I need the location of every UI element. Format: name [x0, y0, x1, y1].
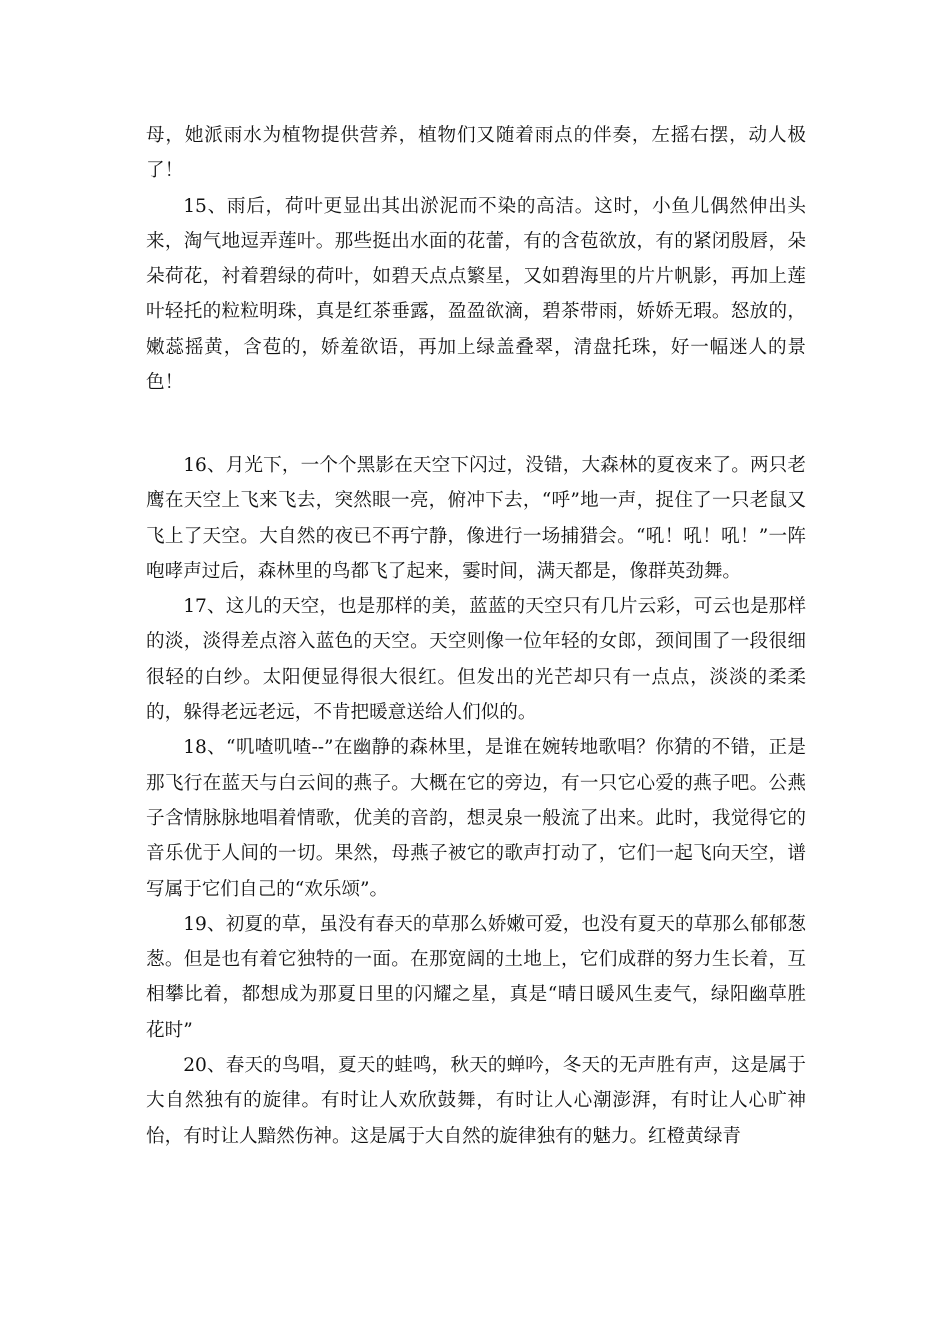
paragraph-20: 20、春天的鸟唱，夏天的蛙鸣，秋天的蝉吟，冬天的无声胜有声，这是属于大自然独有的旋律。有时让人欢欣鼓舞，有时让人心潮澎湃，有时让人心旷神怡，有时让人黯然伤神。这是属于大自然的旋律独有的魅力。红橙黄绿青: [146, 1055, 806, 1147]
paragraph-17: 17、这儿的天空，也是那样的美，蓝蓝的天空只有几片云彩，可云也是那样的淡，淡得差点溶入蓝色的天空。天空则像一位年轻的女郎，颈间围了一段很细很轻的白纱。太阳便显得很大很红。但发出的光芒却只有一点点，淡淡的柔柔的，躲得老远老远，不肯把暖意送给人们似的。: [146, 596, 806, 724]
text-section-bottom: [146, 448, 806, 1154]
paragraph-16: 16、月光下，一个个黑影在天空下闪过，没错，大森林的夏夜来了。两只老鹰在天空上飞来飞去，突然眼一亮，俯冲下去，“呼”地一声，捉住了一只老鼠又飞上了天空。大自然的夜已不再宁静，像进行一场捕猎会。“吼！吼！吼！”一阵咆哮声过后，森林里的鸟都飞了起来，霎时间，满天都是，像群英劲舞。: [146, 455, 806, 582]
text-section-top: [146, 118, 806, 400]
paragraph-14-continuation: 母，她派雨水为植物提供营养，植物们又随着雨点的伴奏，左摇右摆，动人极了！: [146, 125, 806, 182]
paragraph-18: 18、“叽喳叽喳--”在幽静的森林里，是谁在婉转地歌唱？你猜的不错，正是那飞行在蓝天与白云间的燕子。大概在它的旁边，有一只它心爱的燕子吧。公燕子含情脉脉地唱着情歌，优美的音韵，想灵泉一般流了出来。此时，我觉得它的音乐优于人间的一切。果然，母燕子被它的歌声打动了，它们一起飞向天空，谱写属于它们自己的“欢乐颂”。: [146, 737, 806, 900]
paragraph-19: 19、初夏的草，虽没有春天的草那么娇嫩可爱，也没有夏天的草那么郁郁葱葱。但是也有着它独特的一面。在那宽阔的土地上，它们成群的努力生长着，互相攀比着，都想成为那夏日里的闪耀之星，真是“晴日暖风生麦气，绿阳幽草胜花时”: [146, 913, 806, 1041]
paragraph-15: 15、雨后，荷叶更显出其出淤泥而不染的高洁。这时，小鱼儿偶然伸出头来，淘气地逗弄莲叶。那些挺出水面的花蕾，有的含苞欲放，有的紧闭殷唇，朵朵荷花，衬着碧绿的荷叶，如碧天点点繁星，又如碧海里的片片帆影，再加上莲叶轻托的粒粒明珠，真是红茶垂露，盈盈欲滴，碧茶带雨，娇娇无瑕。怒放的，嫩蕊摇黄，含苞的，娇羞欲语，再加上绿盖叠翠，清盘托珠，好一幅迷人的景色！: [146, 195, 806, 394]
